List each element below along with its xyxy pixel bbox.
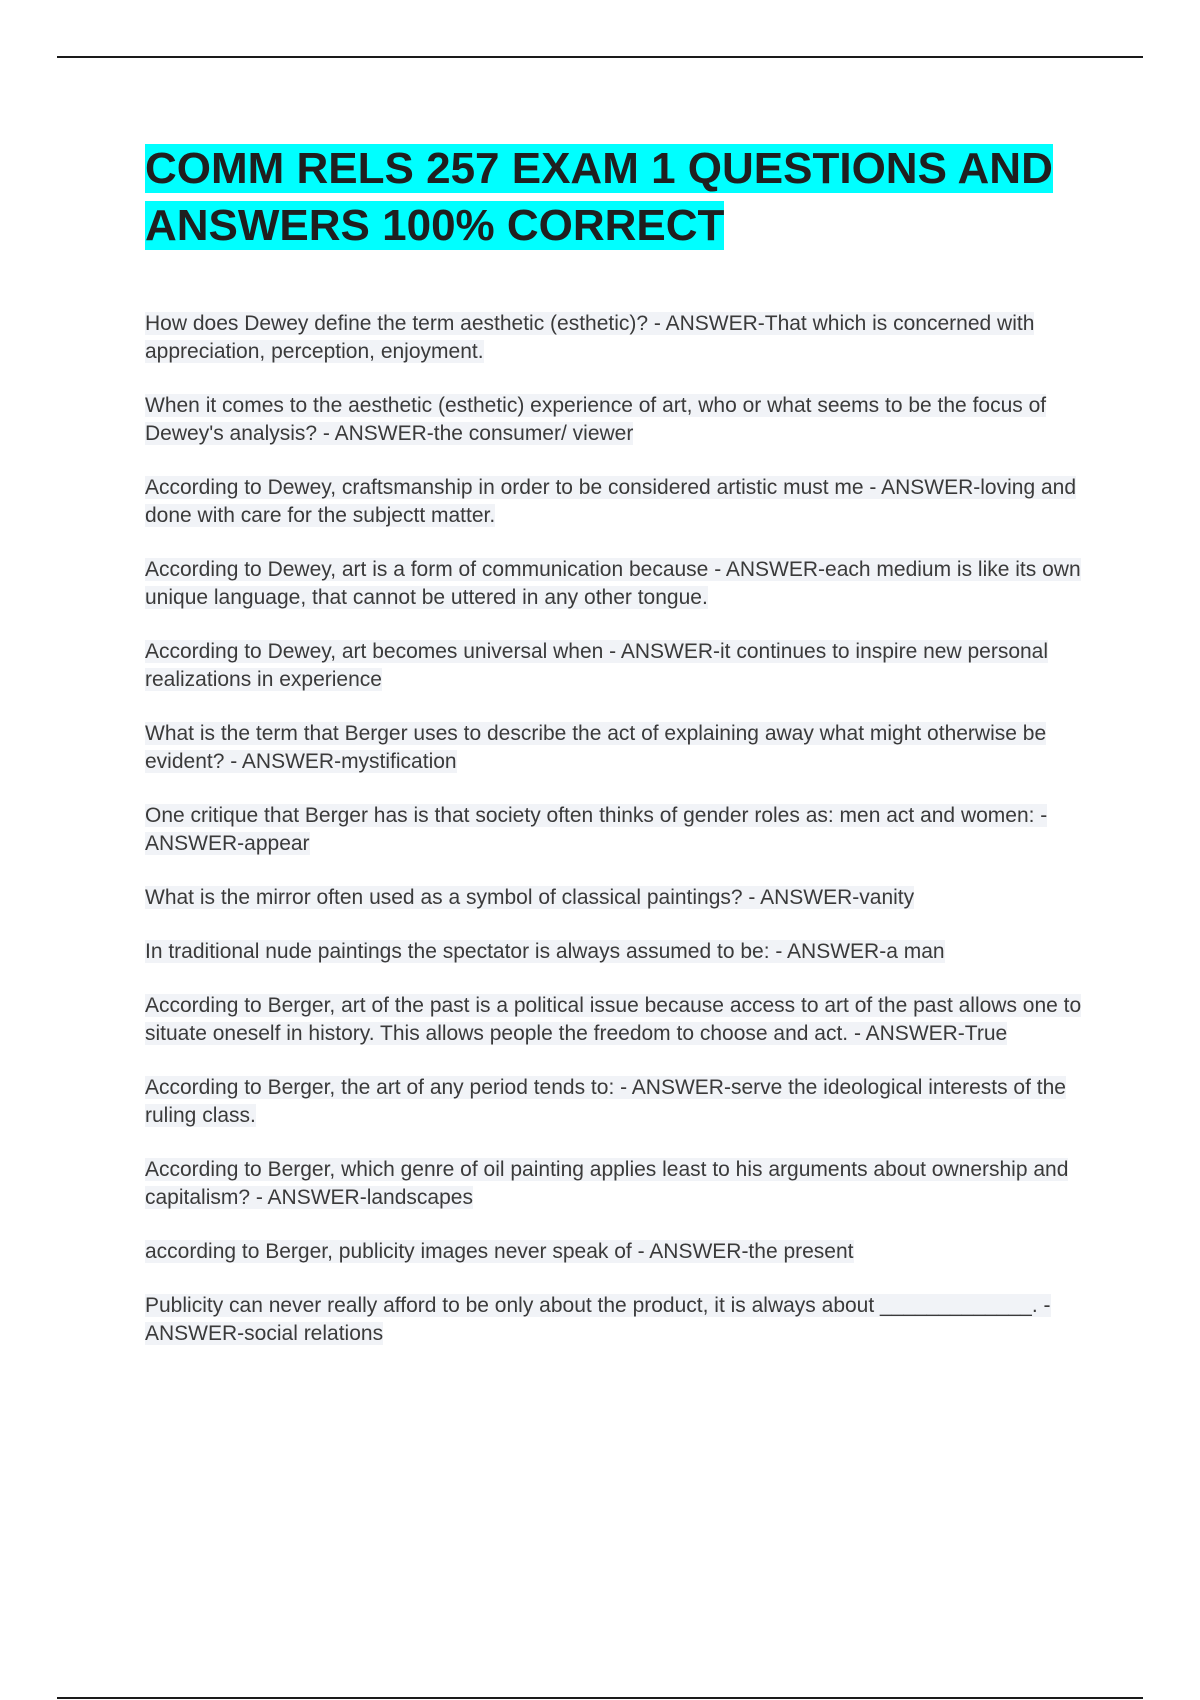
- qa-item: What is the term that Berger uses to describe the act of explaining away what might otherwise be evident? - ANSWER-mystification: [145, 722, 1047, 773]
- header-rule: [57, 56, 1143, 58]
- qa-item: According to Berger, art of the past is a political issue because access to art of the past allows one to situate oneself in history. This allows people the freedom to choose and act. - ANSWER-True: [145, 994, 1082, 1045]
- qa-item: How does Dewey define the term aesthetic (esthetic)? - ANSWER-That which is concerned with appreciation, perception, enjoyment.: [145, 312, 1035, 363]
- qa-item: According to Berger, the art of any period tends to: - ANSWER-serve the ideological interests of the ruling class.: [145, 1076, 1066, 1127]
- footer-rule: [57, 1697, 1143, 1699]
- qa-item: Publicity can never really afford to be only about the product, it is always about _____________. - ANSWER-social relations: [145, 1294, 1051, 1345]
- qa-item: According to Dewey, art becomes universal when - ANSWER-it continues to inspire new personal realizations in experience: [145, 640, 1049, 691]
- qa-item: In traditional nude paintings the spectator is always assumed to be: - ANSWER-a man: [145, 940, 945, 963]
- qa-item: One critique that Berger has is that society often thinks of gender roles as: men act and women: - ANSWER-appear: [145, 804, 1048, 855]
- qa-list: [145, 310, 1085, 1374]
- qa-item: What is the mirror often used as a symbol of classical paintings? - ANSWER-vanity: [145, 886, 915, 909]
- document-title: [145, 140, 1095, 254]
- qa-item: According to Dewey, craftsmanship in order to be considered artistic must me - ANSWER-loving and done with care for the subjectt matter.: [145, 476, 1076, 527]
- qa-item: According to Dewey, art is a form of communication because - ANSWER-each medium is like its own unique language, that cannot be uttered in any other tongue.: [145, 558, 1081, 609]
- qa-item: according to Berger, publicity images never speak of - ANSWER-the present: [145, 1240, 854, 1263]
- qa-item: According to Berger, which genre of oil painting applies least to his arguments about ownership and capitalism? - ANSWER-landscapes: [145, 1158, 1069, 1209]
- title-highlight: COMM RELS 257 EXAM 1 QUESTIONS AND ANSWERS 100% CORRECT: [145, 144, 1053, 250]
- qa-item: When it comes to the aesthetic (esthetic) experience of art, who or what seems to be the focus of Dewey's analysis? - ANSWER-the consumer/ viewer: [145, 394, 1047, 445]
